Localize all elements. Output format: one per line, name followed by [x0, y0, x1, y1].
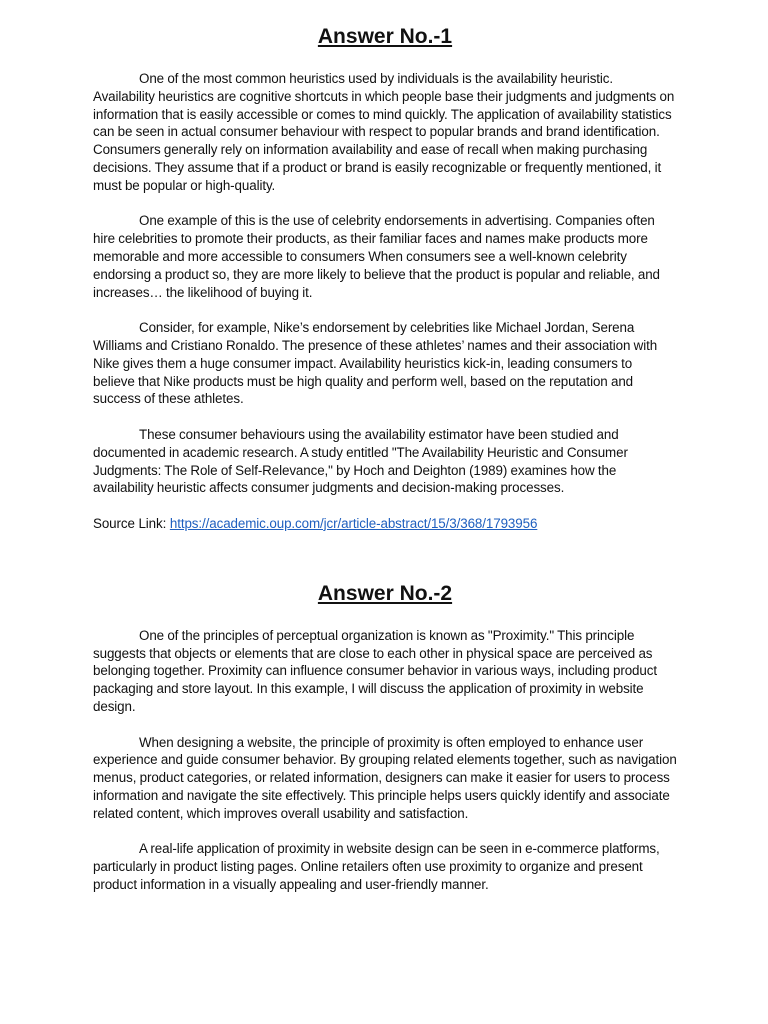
answer-1-paragraph-2: One example of this is the use of celebrity endorsements in advertising. Companies often hire celebrities to promote their products, as their familiar faces and names make products more memorable and more accessible to consumers When consumers see a well-known celebrity endorsing a product so, they are more likely to believe that the product is popular and reliable, and increases… the likelihood of buying it.	[93, 213, 660, 300]
answer-2-paragraph-2: When designing a website, the principle of proximity is often employed to enhance user experience and guide consumer behavior. By grouping related elements together, such as navigation menus, product categories, or related information, designers can make it easier for users to process information and navigate the site effectively. This principle helps users quickly identify and associate related content, which improves overall usability and satisfaction.	[93, 734, 677, 821]
answer-1-paragraph-4: These consumer behaviours using the availability estimator have been studied and documented in academic research. A study entitled "The Availability Heuristic and Consumer Judgments: The Role of Self-Relevance," by Hoch and Deighton (1989) examines how the availability heuristic affects consumer judgments and decision-making processes.	[93, 426, 628, 496]
answer-1-title: Answer No.-1	[317, 25, 453, 48]
answer-2-section	[93, 579, 677, 894]
answer-2-paragraph-1: One of the principles of perceptual organization is known as "Proximity." This principle suggests that objects or elements that are close to each other in physical space are perceived as belonging together. Proximity can influence consumer behavior in various ways, including product packaging and store layout. In this example, I will discuss the application of proximity in website design.	[93, 627, 657, 714]
source-label: Source Link:	[93, 515, 170, 531]
answer-1-section	[93, 22, 677, 533]
section-gap	[93, 533, 677, 579]
source-line	[93, 515, 677, 533]
source-link[interactable]: https://academic.oup.com/jcr/article-abstract/15/3/368/1793956	[169, 515, 538, 531]
answer-2-paragraph-3: A real-life application of proximity in website design can be seen in e-commerce platforms, particularly in product listing pages. Online retailers often use proximity to organize and present product information in a visually appealing and user-friendly manner.	[93, 841, 660, 892]
answer-2-title: Answer No.-2	[317, 581, 453, 605]
answer-1-paragraph-3: Consider, for example, Nike’s endorsement by celebrities like Michael Jordan, Serena Williams and Cristiano Ronaldo. The presence of these athletes’ names and their association with Nike gives them a huge consumer impact. Availability heuristics kick-in, leading consumers to believe that Nike products must be high quality and perform well, based on the reputation and success of these athletes.	[93, 320, 658, 407]
answer-1-paragraph-1: One of the most common heuristics used by individuals is the availability heuristic. Availability heuristics are cognitive shortcuts in which people base their judgments and judgments on information that is easily accessible or comes to mind quickly. The application of availability statistics can be seen in actual consumer behaviour with respect to popular brands and brand identification. Consumers generally rely on information availability and ease of recall when making purchasing decisions. They assume that if a product or brand is easily recognizable or frequently mentioned, it must be popular or high-quality.	[93, 71, 675, 193]
document-page	[93, 22, 677, 911]
